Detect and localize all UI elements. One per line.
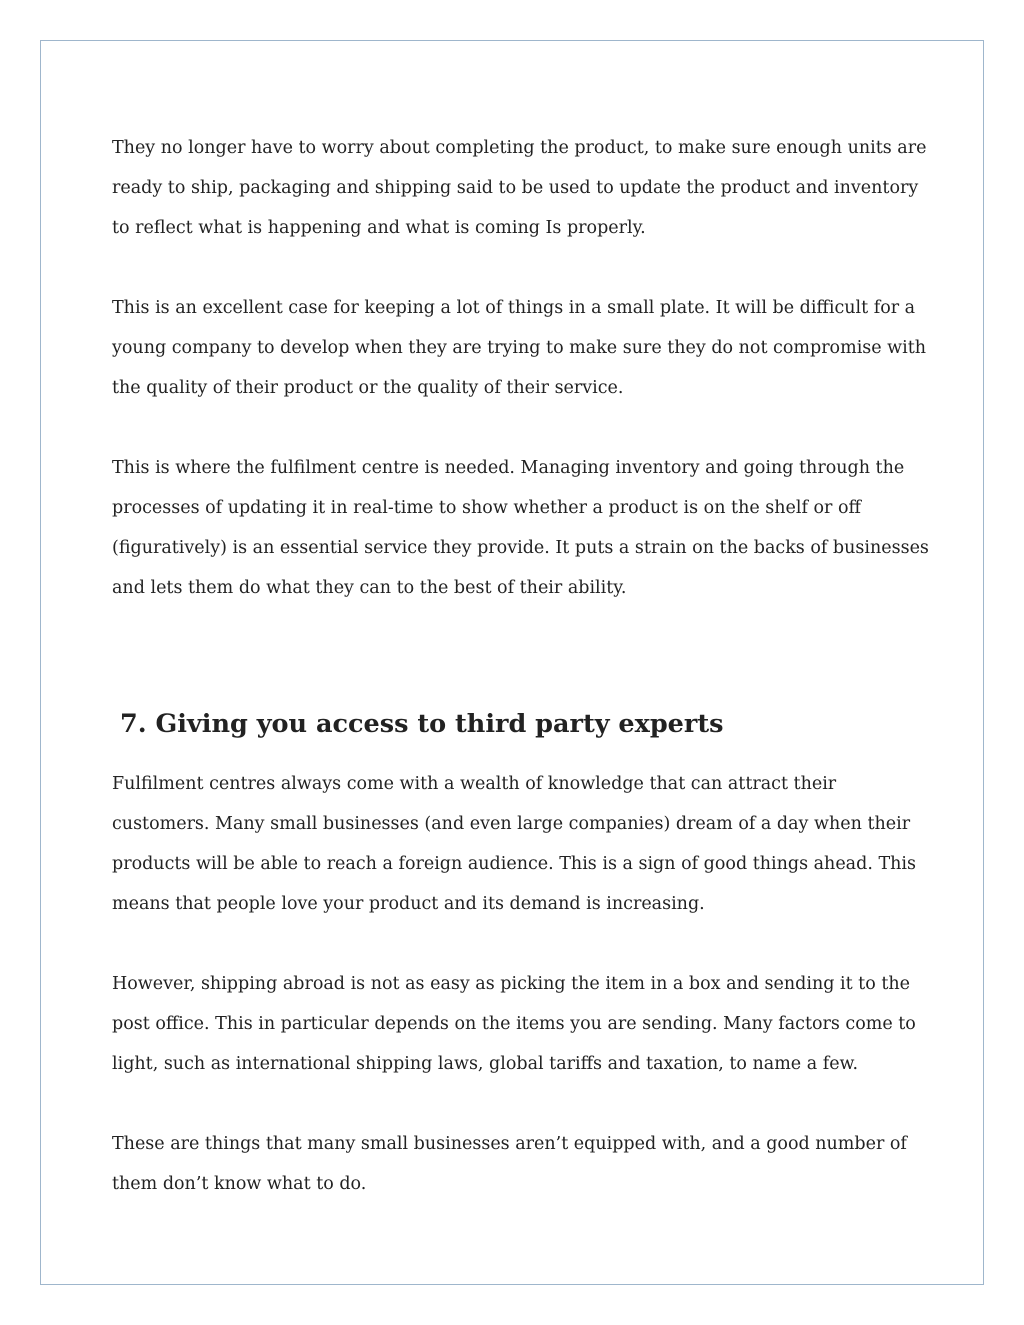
paragraph-spacer (112, 248, 922, 288)
text-line: This is where the fulfilment centre is needed. Managing inventory and going through the (112, 458, 905, 478)
text-line: Fulfilment centres always come with a wealth of knowledge that can attract their (112, 774, 837, 794)
text-line: means that people love your product and its demand is increasing. (112, 894, 705, 914)
text-line: to reflect what is happening and what is coming Is properly. (112, 218, 646, 238)
heading-spacer (112, 744, 922, 764)
text-line: post office. This in particular depends on the items you are sending. Many factors come to (112, 1014, 916, 1034)
paragraph-spacer (112, 408, 922, 448)
paragraph (112, 1124, 922, 1204)
section-spacer (112, 608, 922, 704)
text-line: processes of updating it in real-time to show whether a product is on the shelf or off (112, 498, 861, 518)
text-line: the quality of their product or the quality of their service. (112, 378, 624, 398)
paragraph-spacer (112, 924, 922, 964)
text-line: (figuratively) is an essential service they provide. It puts a strain on the backs of businesses (112, 538, 929, 558)
text-line: and lets them do what they can to the best of their ability. (112, 578, 627, 598)
paragraph (112, 128, 927, 248)
text-line: They no longer have to worry about completing the product, to make sure enough units are (112, 138, 927, 158)
text-line: ready to ship, packaging and shipping said to be used to update the product and inventory (112, 178, 919, 198)
text-line: customers. Many small businesses (and even large companies) dream of a day when their (112, 814, 911, 834)
paragraph (112, 964, 922, 1084)
paragraph (112, 288, 927, 408)
paragraph (112, 448, 929, 608)
text-line: These are things that many small businesses aren’t equipped with, and a good number of (112, 1134, 907, 1154)
paragraph-spacer (112, 1084, 922, 1124)
text-line: This is an excellent case for keeping a lot of things in a small plate. It will be difficult for a (112, 298, 916, 318)
text-line: them don’t know what to do. (112, 1174, 367, 1194)
text-line: However, shipping abroad is not as easy as picking the item in a box and sending it to the (112, 974, 910, 994)
text-line: products will be able to reach a foreign audience. This is a sign of good things ahead. This (112, 854, 916, 874)
paragraph (112, 764, 922, 924)
text-line: light, such as international shipping laws, global tariffs and taxation, to name a few. (112, 1054, 859, 1074)
text-line: young company to develop when they are trying to make sure they do not compromise with (112, 338, 927, 358)
section-heading: 7. Giving you access to third party experts (120, 709, 724, 739)
document-body (112, 128, 929, 1204)
